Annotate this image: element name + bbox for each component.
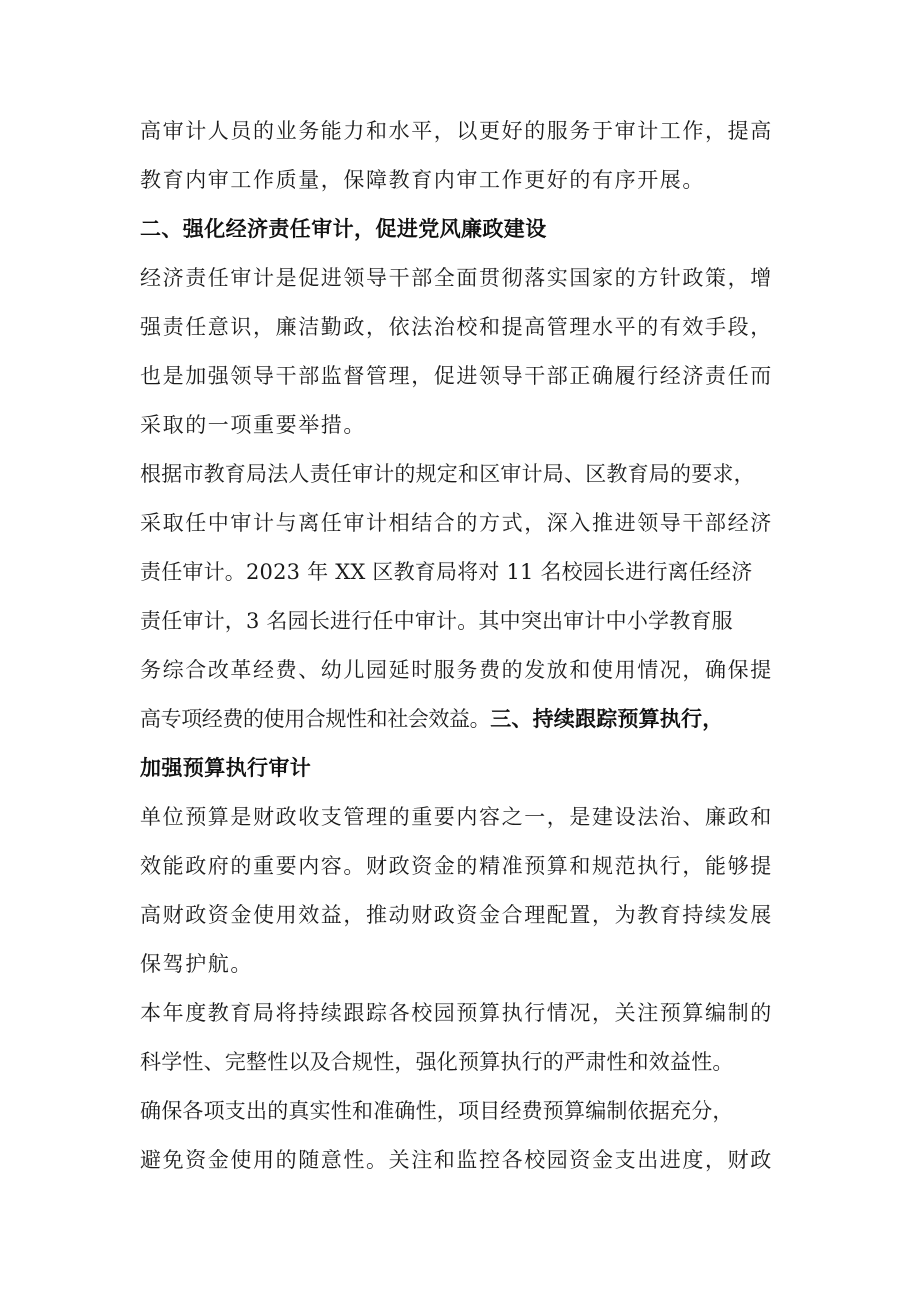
paragraph-4-line-1: 本年度教育局将持续跟踪各校园预算执行情况，关注预算编制的 [140,1001,773,1025]
paragraph-4-line-4: 避免资金使用的随意性。关注和监控各校园资金支出进度，财政 [140,1148,773,1172]
paragraph-2-line-6 [140,695,812,744]
intro-line-1: 高审计人员的业务能力和水平，以更好的服务于审计工作，提高 [140,119,773,143]
paragraph-1-line-3: 也是加强领导干部监督管理，促进领导干部正确履行经济责任而 [140,364,773,388]
paragraph-3-line-1: 单位预算是财政收支管理的重要内容之一，是建设法治、廉政和 [140,805,773,829]
paragraph-1-line-1: 经济责任审计是促进领导干部全面贯彻落实国家的方针政策，增 [140,266,773,290]
paragraph-3-line-2: 效能政府的重要内容。财政资金的精准预算和规范执行，能够提 [140,854,773,878]
paragraph-1-line-4: 采取的一项重要举措。 [140,413,366,437]
paragraph-4-line-3: 确保各项支出的真实性和准确性，项目经费预算编制依据充分， [140,1099,734,1123]
section-3-heading: 三、持续跟踪预算执行， [490,707,724,731]
section-3-heading-continued: 加强预算执行审计 [140,756,312,780]
paragraph-2-line-6-text: 高专项经费的使用合规性和社会效益。 [140,707,491,731]
paragraph-2-line-4: 责任审计，3 名园长进行任中审计。其中突出审计中小学教育服 [140,609,733,633]
paragraph-4-line-2: 科学性、完整性以及合规性，强化预算执行的严肃性和效益性。 [140,1050,734,1074]
paragraph-2-line-3: 责任审计。2023 年 XX 区教育局将对 11 名校园长进行离任经济 [140,560,753,584]
paragraph-2-line-1: 根据市教育局法人责任审计的规定和区审计局、区教育局的要求， [140,462,755,486]
paragraph-3-line-3: 高财政资金使用效益，推动财政资金合理配置，为教育持续发展 [140,903,773,927]
paragraph-2-line-5: 务综合改革经费、幼儿园延时服务费的发放和使用情况，确保提 [140,658,773,682]
paragraph-3-line-4: 保驾护航。 [140,952,253,976]
paragraph-1-line-2: 强责任意识，廉洁勤政，依法治校和提高管理水平的有效手段， [140,315,773,339]
paragraph-2-line-2: 采取任中审计与离任审计相结合的方式，深入推进领导干部经济 [140,511,773,535]
section-2-heading: 二、强化经济责任审计，促进党风廉政建设 [140,217,547,241]
intro-line-2: 教育内审工作质量，保障教育内审工作更好的有序开展。 [140,168,705,192]
document-body [140,107,812,1185]
